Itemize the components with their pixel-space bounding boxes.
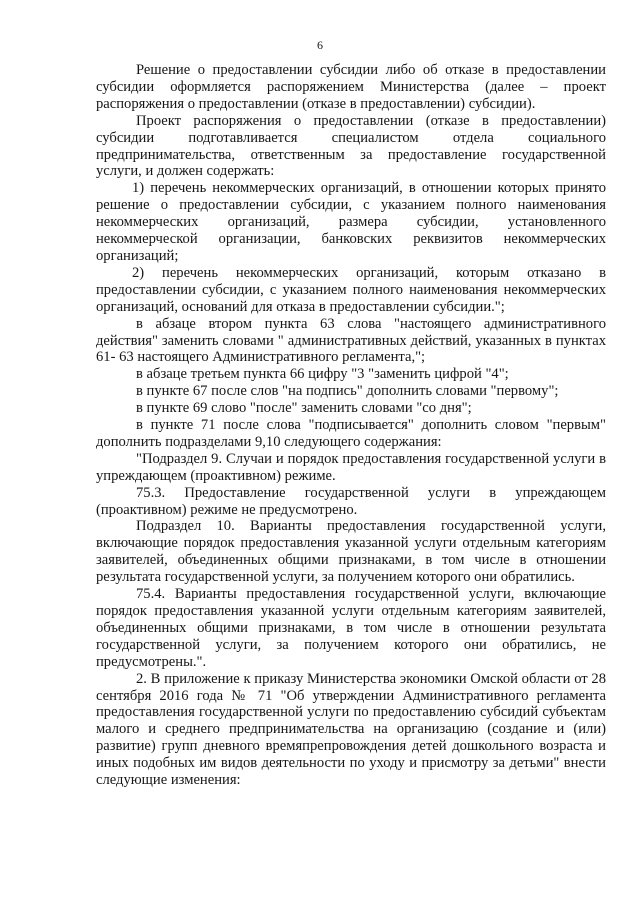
page-number: 6 [317, 38, 323, 52]
subsection-9-heading: "Подраздел 9. Случаи и порядок предоставления государственной услуги в упреждающем (проактивном) режиме. [96, 450, 606, 484]
subsection-10-heading: Подраздел 10. Варианты предоставления государственной услуги, включающие порядок предоставления указанной услуги отдельным категориям заявителей, объединенных общими признаками, в том числе в отношении результата государственной услуги, за получением которого они обратились. [96, 518, 606, 586]
clause-75-3: 75.3. Предоставление государственной услуги в упреждающем (проактивном) режиме не предусмотрено. [96, 484, 606, 518]
paragraph-draft-order: Проект распоряжения о предоставлении (отказе в предоставлении) субсидии подготавливается специалистом отдела социального предпринимательства, ответственным за предоставление государственной услуги, и должен содержать: [96, 112, 606, 180]
amendment-item-71: в пункте 71 после слова "подписывается" дополнить словом "первым" дополнить подразделами 9,10 следующего содержания: [96, 417, 606, 450]
list-item-1: 1) перечень некоммерческих организаций, в отношении которых принято решение о предоставлении субсидии, с указанием полного наименования некоммерческих организаций, размера субсидии, установленного некоммерческой организации, банковских реквизитов некоммерческих организаций; [96, 180, 606, 264]
amendment-item-63: в абзаце втором пункта 63 слова "настоящего административного действия" заменить словами " административных действий, указанных в пунктах 61- 63 настоящего Административного регламента,"; [96, 315, 606, 366]
paragraph-decision: Решение о предоставлении субсидии либо об отказе в предоставлении субсидии оформляется распоряжением Министерства (далее – проект распоряжения о предоставлении (отказе в предоставлении) субсидии). [96, 62, 606, 112]
clause-75-4: 75.4. Варианты предоставления государственной услуги, включающие порядок предоставления указанной услуги отдельным категориям заявителей, объединенных общими признаками, в том числе в отношении результата государственной услуги, за получением которого они обратились, не предусмотрены.". [96, 586, 606, 670]
list-item-2: 2) перечень некоммерческих организаций, которым отказано в предоставлении субсидии, с указанием полного наименования некоммерческих организаций, оснований для отказа в предоставлении субсидии."; [96, 264, 606, 315]
amendment-item-69: в пункте 69 слово "после" заменить словами "со дня"; [136, 400, 472, 417]
document-body [96, 62, 606, 789]
section-2-amendment: 2. В приложение к приказу Министерства экономики Омской области от 28 сентября 2016 года № 71 "Об утверждении Административного регламента предоставления государственной услуги по предоставлению субсидий субъектам малого и среднего предпринимательства на организацию (создание и (или) развитие) групп дневного времяпрепровождения детей дошкольного возраста и иных подобных им видов деятельности по уходу и присмотру за детьми" внести следующие изменения: [96, 670, 606, 789]
amendment-item-67: в пункте 67 после слов "на подпись" дополнить словами "первому"; [136, 383, 559, 400]
amendment-item-66: в абзаце третьем пункта 66 цифру "3 "заменить цифрой "4"; [136, 366, 509, 383]
